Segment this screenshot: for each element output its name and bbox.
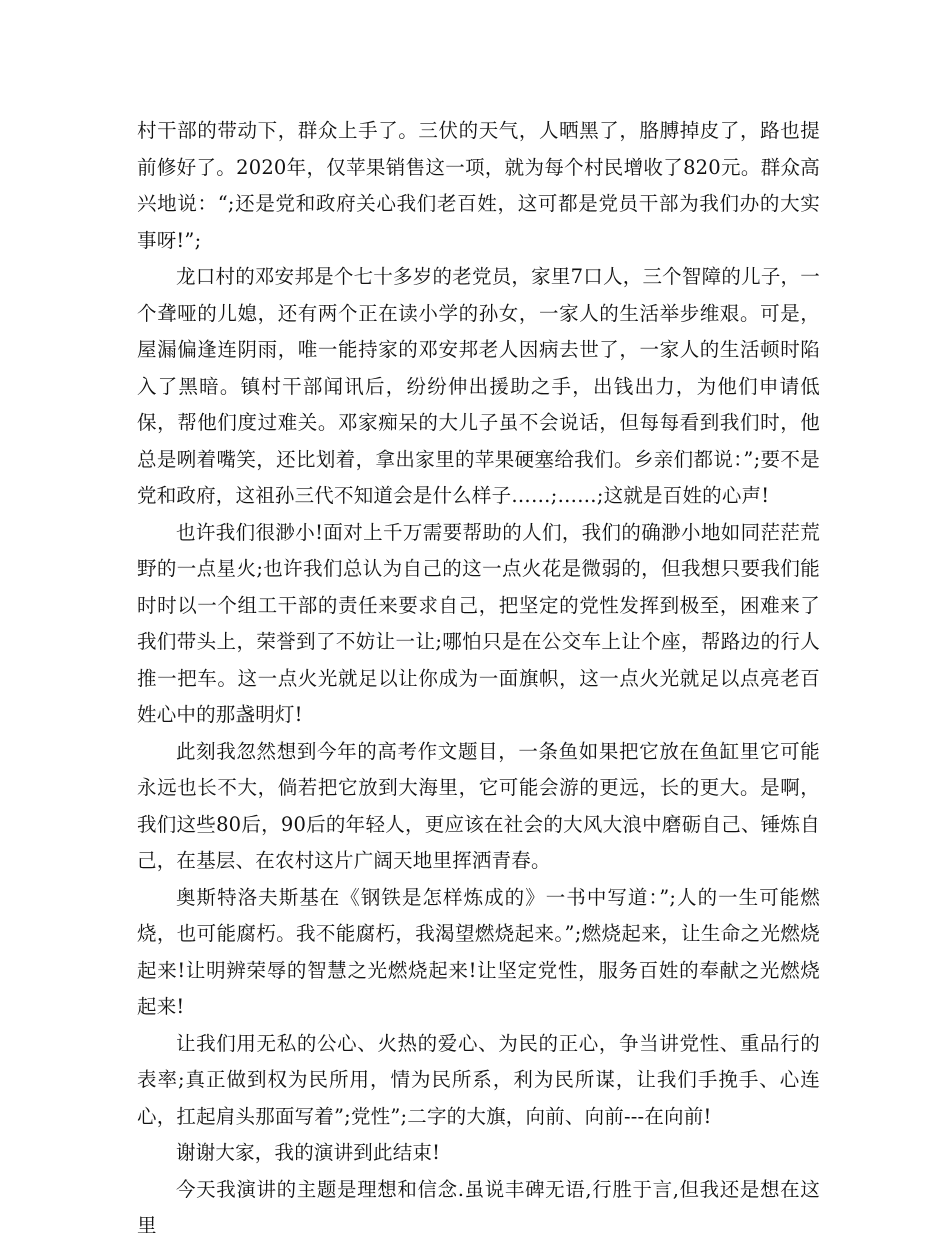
paragraph-1: 村干部的带动下，群众上手了。三伏的天气，人晒黑了，胳膊掉皮了，路也提前修好了。2020年，仅苹果销售这一项，就为每个村民增收了820元。群众高兴地说：“;还是党和政府关心我们老百姓，这可都是党员干部为我们办的大实事呀!”; [137, 119, 820, 252]
paragraph-6: 让我们用无私的公心、火热的爱心、为民的正心，争当讲党性、重品行的表率;真正做到权为民所用，情为民所系，利为民所谋，让我们手挽手、心连心，扛起肩头那面写着”;党性”;二字的大旗，向前、向前---在向前! [137, 1031, 820, 1128]
paragraph-7: 谢谢大家，我的演讲到此结束! [176, 1141, 441, 1164]
paragraph-3: 也许我们很渺小!面对上千万需要帮助的人们，我们的确渺小地如同茫茫荒野的一点星火;也许我们总认为自己的这一点火花是微弱的，但我想只要我们能时时以一个组工干部的责任来要求自己，把坚定的党性发挥到极至，困难来了我们带头上，荣誉到了不妨让一让;哪怕只是在公交车上让个座，帮路边的行人推一把车。这一点火光就足以让你成为一面旗帜，这一点火光就足以点亮老百姓心中的那盏明灯! [137, 520, 820, 726]
document-body [137, 113, 820, 1245]
paragraph-4: 此刻我忽然想到今年的高考作文题目，一条鱼如果把它放在鱼缸里它可能永远也长不大，倘若把它放到大海里，它可能会游的更远，长的更大。是啊，我们这些80后，90后的年轻人，更应该在社会的大风大浪中磨砺自己、锤炼自己，在基层、在农村这片广阔天地里挥洒青春。 [137, 739, 820, 872]
paragraph-2: 龙口村的邓安邦是个七十多岁的老党员，家里7口人，三个智障的儿子，一个聋哑的儿媳，还有两个正在读小学的孙女，一家人的生活举步维艰。可是，屋漏偏逢连阴雨，唯一能持家的邓安邦老人因病去世了，一家人的生活顿时陷入了黑暗。镇村干部闻讯后，纷纷伸出援助之手，出钱出力，为他们申请低保，帮他们度过难关。邓家痴呆的大儿子虽不会说话，但每每看到我们时，他总是咧着嘴笑，还比划着，拿出家里的苹果硬塞给我们。乡亲们都说：”;要不是党和政府，这祖孙三代不知道会是什么样子……;……;这就是百姓的心声! [137, 265, 820, 507]
paragraph-5: 奥斯特洛夫斯基在《钢铁是怎样炼成的》一书中写道：”;人的一生可能燃烧，也可能腐朽。我不能腐朽，我渴望燃烧起来。”;燃烧起来，让生命之光燃烧起来!让明辨荣辱的智慧之光燃烧起来!让坚定党性，服务百姓的奉献之光燃烧起来! [137, 885, 820, 1018]
paragraph-8: 今天我演讲的主题是理想和信念.虽说丰碑无语,行胜于言,但我还是想在这里 [137, 1177, 820, 1237]
